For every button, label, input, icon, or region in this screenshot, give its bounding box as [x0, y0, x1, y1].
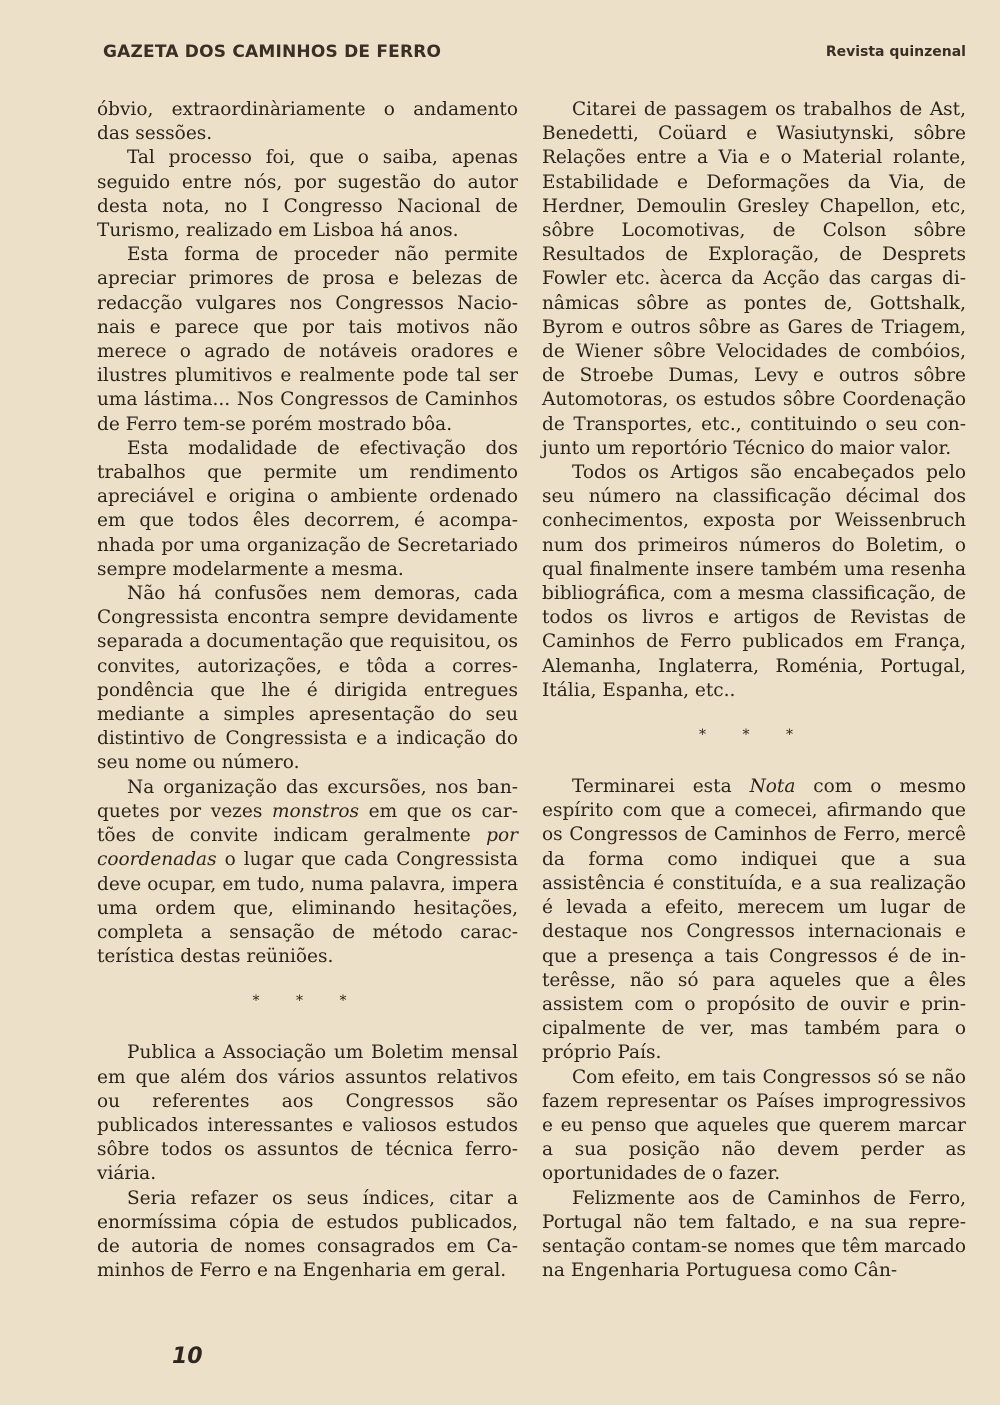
page-number: 10: [172, 1344, 203, 1369]
left-column: [97, 98, 518, 1283]
paragraph: [97, 776, 518, 970]
journal-subtitle: Revista quinzenal: [825, 44, 966, 60]
paragraph: Seria refazer os seus índices, citar a enormíssima cópia de estudos publicados, de autoria de nomes consagrados em Caminhos de Ferro e na Engenharia em geral.: [97, 1187, 518, 1282]
italic-text: por coordenadas: [97, 825, 518, 871]
paragraph: Não há confusões nem demoras, cada Congressista encontra sempre devidamente separada a documentação que requisitou, os convites, autorizações, e tôda a correspondência que lhe é dirigida entregues mediante a simples apresentação do seu distintivo de Congressista e a indicação do seu nome ou número.: [97, 583, 518, 774]
paragraph: Tal processo foi, que o saiba, apenas seguido entre nós, por sugestão do autor desta nota, no I Congresso Nacional de Turismo, realizado em Lisboa há anos.: [97, 147, 518, 242]
paragraph: Todos os Artigos são encabeçados pelo seu número na classificação décimal dos conhecimentos, exposta por Weissenbruch num dos primeiros números do Boletim, o qual finalmente insere também uma resenha bibliográfica, com a mesma classificação, de todos os livros e artigos de Revistas de Caminhos de Ferro publicados em França, Alemanha, Inglaterra, Roménia, Portugal, Itália, Espanha, etc..: [542, 462, 966, 701]
paragraph: óbvio, extraordinàriamente o andamento das sessões.: [97, 99, 518, 145]
paragraph: Publica a Associação um Boletim mensal em que além dos vários assuntos relativos ou referentes aos Congressos são publicados interessantes e valiosos estudos sôbre todos os assuntos de técnica ferroviária.: [97, 1042, 518, 1185]
section-separator: * * *: [252, 993, 363, 1010]
paragraph: Felizmente aos de Caminhos de Ferro, Portugal não tem faltado, e na sua representação contam-se nomes que têm marcado na Engenharia Portuguesa como Cân-: [542, 1187, 966, 1282]
text-run: Terminarei esta: [572, 776, 750, 798]
paragraph: Esta forma de proceder não permite apreciar primores de prosa e belezas de redacção vulgares nos Congressos Nacionais e parece que por tais motivos não merece o agrado de notáveis oradores e ilustres plumitivos e realmente pode tal ser uma lástima... Nos Congressos de Caminhos de Ferro tem-se porém mostrado bôa.: [97, 244, 518, 435]
text-run: com o mesmo espírito com que a comecei, afirmando que os Congressos de Caminhos de Ferro, mercê da forma como indiquei que a sua assistência é constituída, e a sua realização é levada a efeito, merecem um lugar de destaque nos Congressos internacionais e que a presença a tais Congressos é de interêsse, não só para aqueles que a êles assistem com o propósito de ouvir e principalmente de ver, mas também para o próprio País.: [542, 776, 966, 1064]
running-header: [103, 38, 966, 68]
section-separator: * * *: [699, 727, 809, 744]
italic-text: Nota: [749, 776, 796, 798]
paragraph: Citarei de passagem os trabalhos de Ast, Benedetti, Coüard e Wasiutynski, sôbre Relações entre a Via e o Material rolante, Estabilidade e Deformações da Via, de Herdner, Demoulin Gresley Chapellon, etc, sôbre Locomotivas, de Colson sôbre Resultados de Exploração, de Desprets Fowler etc. àcerca da Acção das cargas dinâmicas sôbre as pontes de, Gottshalk, Byrom e outros sôbre as Gares de Triagem, de Wiener sôbre Velocidades de combóios, de Stroebe Dumas, Levy e outros sôbre Automotoras, os estudos sôbre Coordenação de Transportes, etc., contituindo o seu conjunto um reportório Técnico do maior valor.: [542, 99, 966, 459]
text-run: Na organização das excursões, nos banquetes por vezes: [97, 776, 518, 822]
text-run: em que os cartões de convite indicam geralmente: [97, 800, 518, 847]
right-column: [542, 98, 966, 1283]
paragraph: Esta modalidade de efectivação dos trabalhos que permite um rendimento apreciável e origina o ambiente ordenado em que todos êles decorrem, é acompanhada por uma organização de Secretariado sempre modelarmente a mesma.: [97, 437, 518, 580]
italic-text: monstros: [272, 800, 359, 822]
paragraph: Com efeito, em tais Congressos só se não fazem representar os Países improgressivos e eu penso que aqueles que querem marcar a sua posição não devem perder as oportunidades de o fazer.: [542, 1066, 966, 1185]
text-run: o lugar que cada Congressista deve ocupar, em tudo, numa palavra, impera uma ordem que, eliminando hesitações, completa a sensação de método característica destas reüniões.: [97, 849, 518, 968]
paragraph: [542, 775, 966, 1065]
journal-title: GAZETA DOS CAMINHOS DE FERRO: [103, 42, 442, 62]
